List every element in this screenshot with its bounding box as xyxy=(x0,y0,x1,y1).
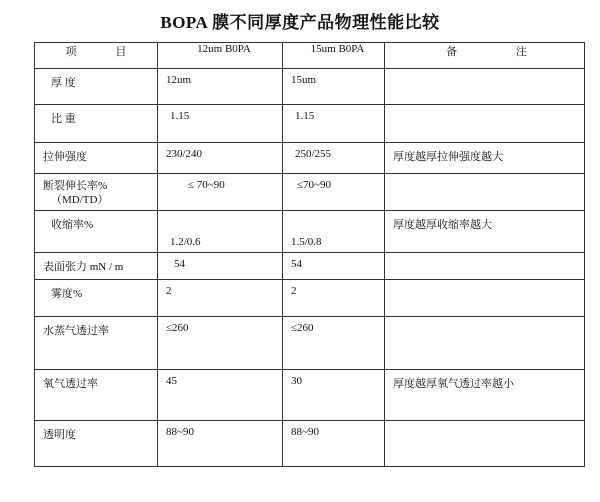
row-value-12um: 230/240 xyxy=(158,143,283,174)
header-item: 项 目 xyxy=(35,43,158,69)
row-value-12um: ≤ 70~90 xyxy=(158,174,283,211)
row-value-15um: 30 xyxy=(283,370,385,421)
row-value-15um: 1.15 xyxy=(283,105,385,143)
table-row xyxy=(35,370,585,421)
row-property: 表面张力 mN / m xyxy=(35,253,158,280)
table-row xyxy=(35,280,585,317)
row-value-12um: 1.2/0.6 xyxy=(158,211,283,253)
row-value-12um: 2 xyxy=(158,280,283,317)
row-value-12um: ≤260 xyxy=(158,317,283,370)
row-note xyxy=(385,253,585,280)
document-title: BOPA 膜不同厚度产品物理性能比较 xyxy=(160,13,440,32)
table-row xyxy=(35,69,585,105)
row-value-15um: ≤70~90 xyxy=(283,174,385,211)
table-header-row xyxy=(35,43,585,69)
row-property: 雾度% xyxy=(35,280,158,317)
row-note: 厚度越厚拉伸强度越大 xyxy=(385,143,585,174)
row-value-12um: 88~90 xyxy=(158,421,283,467)
table-row xyxy=(35,211,585,253)
row-value-15um: 2 xyxy=(283,280,385,317)
table-row xyxy=(35,174,585,211)
row-value-12um: 54 xyxy=(158,253,283,280)
row-property: 透明度 xyxy=(35,421,158,467)
row-value-15um: 1.5/0.8 xyxy=(283,211,385,253)
row-property-cell xyxy=(35,174,158,211)
row-value-12um: 12um xyxy=(158,69,283,105)
row-value-15um: 250/255 xyxy=(283,143,385,174)
row-note xyxy=(385,105,585,143)
table-row xyxy=(35,421,585,467)
table-row xyxy=(35,317,585,370)
table-row xyxy=(35,105,585,143)
row-property: 拉伸强度 xyxy=(35,143,158,174)
row-note: 厚度越厚收缩率越大 xyxy=(385,211,585,253)
row-note xyxy=(385,421,585,467)
row-note xyxy=(385,174,585,211)
row-value-12um: 45 xyxy=(158,370,283,421)
row-value-12um: 1.15 xyxy=(158,105,283,143)
row-note: 厚度越厚氧气透过率越小 xyxy=(385,370,585,421)
row-value-15um: ≤260 xyxy=(283,317,385,370)
header-15um: 15um B0PA xyxy=(283,43,385,69)
row-note xyxy=(385,69,585,105)
table-row xyxy=(35,253,585,280)
row-property: 收缩率% xyxy=(35,211,158,253)
row-property: 水蒸气透过率 xyxy=(35,317,158,370)
row-note xyxy=(385,317,585,370)
table-row xyxy=(35,143,585,174)
row-property: 厚 度 xyxy=(35,69,158,105)
header-12um: 12um B0PA xyxy=(158,43,283,69)
row-property: 断裂伸长率% xyxy=(43,180,108,192)
row-value-15um: 54 xyxy=(283,253,385,280)
row-value-15um: 88~90 xyxy=(283,421,385,467)
header-notes: 备 注 xyxy=(385,43,585,69)
row-value-15um: 15um xyxy=(283,69,385,105)
properties-table xyxy=(34,42,585,467)
row-property: 比 重 xyxy=(35,105,158,143)
row-property: 氧气透过率 xyxy=(35,370,158,421)
row-property-subtitle: （MD/TD） xyxy=(51,194,109,206)
row-note xyxy=(385,280,585,317)
